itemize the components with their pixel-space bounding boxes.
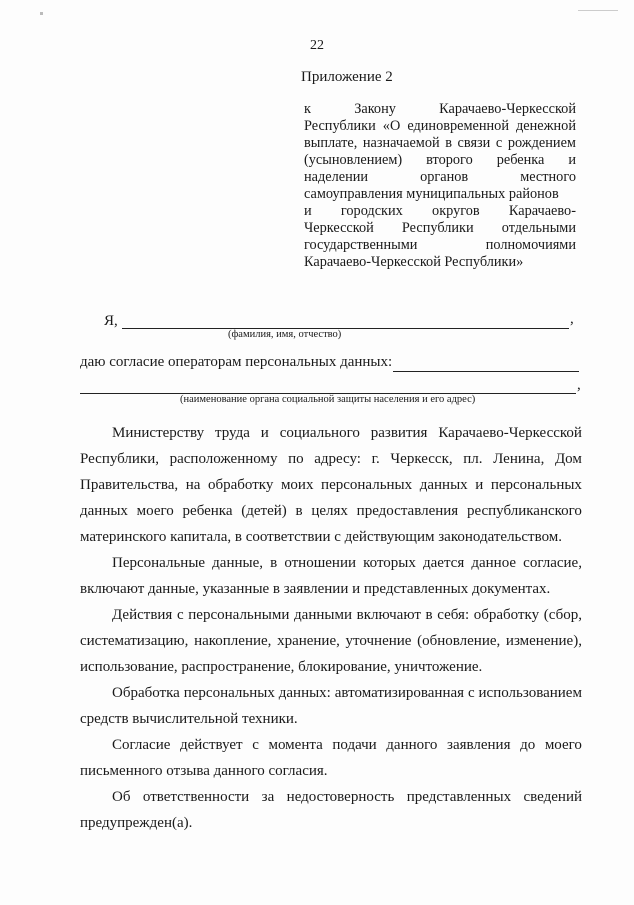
body-paragraph: [80, 680, 582, 732]
word: Обработка: [112, 685, 180, 701]
text-line: [80, 602, 582, 628]
word: «О: [382, 118, 401, 134]
word: Республики: [304, 118, 376, 134]
text-line: [304, 101, 576, 118]
word: городских: [340, 203, 403, 219]
word: ответственности: [142, 789, 250, 805]
word: в: [295, 503, 303, 519]
word: Правительства,: [80, 477, 179, 493]
text-line: [80, 732, 582, 758]
text-line: [304, 237, 576, 254]
word: целях: [311, 503, 348, 519]
text-line: [304, 220, 576, 237]
word: денежной: [516, 118, 576, 134]
word: с: [176, 607, 184, 623]
word: и: [568, 152, 576, 168]
body-paragraph: [80, 732, 582, 784]
scan-mark: [578, 10, 618, 11]
word: моих: [280, 477, 314, 493]
word: рождением: [507, 135, 576, 151]
word: в: [445, 135, 452, 151]
word: моего: [136, 503, 174, 519]
word: использованием: [478, 685, 582, 701]
word: в: [270, 555, 278, 571]
word: к: [304, 101, 311, 117]
word: на: [185, 477, 201, 493]
word: Республики,: [80, 451, 159, 467]
body-paragraph: [80, 550, 582, 602]
consent-label: даю согласие операторам персональных данных:: [80, 354, 393, 370]
word: Персональные: [112, 555, 206, 571]
word: действует: [179, 737, 243, 753]
word: и: [304, 203, 312, 219]
word: назначаемой: [362, 135, 440, 151]
text-line: Карачаево-Черкесской Республики»: [304, 254, 524, 270]
word: (детей): [241, 503, 287, 519]
word: данных: [80, 503, 128, 519]
word: и: [260, 425, 269, 441]
word: себя:: [437, 607, 470, 623]
word: государственными: [304, 237, 418, 253]
word: моего: [544, 737, 582, 753]
word: согласие,: [523, 555, 582, 571]
word: (обновление,: [417, 633, 501, 649]
text-line: [80, 498, 582, 524]
word: хранение,: [277, 633, 340, 649]
word: выплате,: [304, 135, 358, 151]
word: включают: [356, 607, 421, 623]
word: автоматизированная: [334, 685, 465, 701]
word: органов: [420, 169, 469, 185]
word: ребенка: [182, 503, 233, 519]
word: Действия: [112, 607, 173, 623]
word: Черкесск,: [390, 451, 453, 467]
word: накопление,: [194, 633, 272, 649]
word: пл.: [463, 451, 483, 467]
text-line: материнского капитала, в соответствии с действующим законодательством.: [80, 529, 563, 545]
ya-label: Я,: [104, 313, 118, 329]
text-line: [80, 472, 582, 498]
word: в: [425, 607, 433, 623]
fio-caption: (фамилия, имя, отчество): [228, 329, 342, 340]
text-line: средств вычислительной техники.: [80, 711, 298, 727]
word: представленных: [406, 789, 512, 805]
word: систематизацию,: [80, 633, 189, 649]
word: Дом: [554, 451, 582, 467]
word: персональных: [321, 477, 413, 493]
word: Об: [112, 789, 131, 805]
word: уточнение: [345, 633, 412, 649]
word: г.: [371, 451, 380, 467]
word: Министерству: [112, 425, 205, 441]
word: ребенка: [496, 152, 545, 168]
word: заявления: [447, 737, 511, 753]
body-paragraph: [80, 784, 582, 836]
word: социального: [279, 425, 360, 441]
word: данного: [386, 737, 438, 753]
scan-mark: [40, 12, 43, 15]
word: данные,: [212, 555, 264, 571]
word: данными: [294, 607, 352, 623]
word: обработку: [473, 607, 540, 623]
text-line: использование, распространение, блокирование, уничтожение.: [80, 659, 483, 675]
word: полномочиями: [485, 237, 576, 253]
word: персональных: [490, 477, 582, 493]
text-line: [80, 784, 582, 810]
word: местного: [520, 169, 576, 185]
word: персональными: [188, 607, 290, 623]
word: с: [467, 685, 475, 701]
word: данных: [419, 477, 468, 493]
word: данных:: [278, 685, 331, 701]
body-paragraph: [80, 420, 582, 550]
word: Республики: [401, 220, 474, 236]
org-caption: (наименование органа социальной защиты населения и его адрес): [180, 394, 476, 405]
word: Карачаево-Черкесской: [438, 425, 582, 441]
text-line: [80, 680, 582, 706]
word: Согласие: [112, 737, 171, 753]
text-line: предупрежден(а).: [80, 815, 193, 831]
word: развития: [370, 425, 428, 441]
word: (сбор,: [543, 607, 582, 623]
word: Закону: [354, 101, 396, 117]
text-line: [304, 152, 576, 169]
word: недостоверность: [286, 789, 395, 805]
page-number: 22: [310, 38, 324, 53]
word: по: [288, 451, 304, 467]
appendix-reference: [304, 101, 576, 271]
text-line: [80, 628, 582, 654]
word: отношении: [284, 555, 357, 571]
word: Ленина,: [493, 451, 545, 467]
word: которых: [363, 555, 416, 571]
word: дается: [423, 555, 465, 571]
word: адресу:: [314, 451, 361, 467]
text-line: включают данные, указанные в заявлении и представленных документах.: [80, 581, 551, 597]
word: до: [520, 737, 536, 753]
word: обработку: [208, 477, 274, 493]
word: момента: [268, 737, 323, 753]
body-paragraph: [80, 602, 582, 680]
text-line: [80, 550, 582, 576]
word: (усыновлением): [304, 152, 403, 168]
word: сведений: [523, 789, 582, 805]
word: изменение),: [505, 633, 582, 649]
word: расположенному: [169, 451, 278, 467]
word: наделении: [304, 169, 369, 185]
text-line: [304, 135, 576, 152]
operator-field-line[interactable]: [393, 371, 579, 372]
word: и: [475, 477, 484, 493]
word: труда: [214, 425, 250, 441]
word: Черкесской: [304, 220, 374, 236]
word: данное: [471, 555, 517, 571]
text-line: [80, 446, 582, 472]
text-line: [80, 420, 582, 446]
word: предоставления: [356, 503, 459, 519]
word: с: [495, 135, 503, 151]
word: подачи: [332, 737, 377, 753]
word: единовременной: [407, 118, 509, 134]
word: Карачаево-: [508, 203, 576, 219]
word: персональных: [183, 685, 275, 701]
word: Карачаево-Черкесской: [439, 101, 576, 117]
word: за: [261, 789, 275, 805]
word: связи: [457, 135, 491, 151]
text-line: письменного отзыва данного согласия.: [80, 763, 328, 779]
fio-comma: ,: [570, 311, 574, 327]
word: отдельными: [501, 220, 576, 236]
text-line: [304, 169, 576, 186]
appendix-title: Приложение 2: [301, 69, 393, 85]
text-line: [304, 203, 576, 220]
fio-field-line[interactable]: [122, 328, 569, 329]
word: с: [252, 737, 259, 753]
text-line: [304, 118, 576, 135]
word: округов: [432, 203, 480, 219]
operator-comma: ,: [577, 377, 581, 393]
text-line: самоуправления муниципальных районов: [304, 186, 559, 202]
word: республиканского: [466, 503, 582, 519]
word: второго: [426, 152, 473, 168]
